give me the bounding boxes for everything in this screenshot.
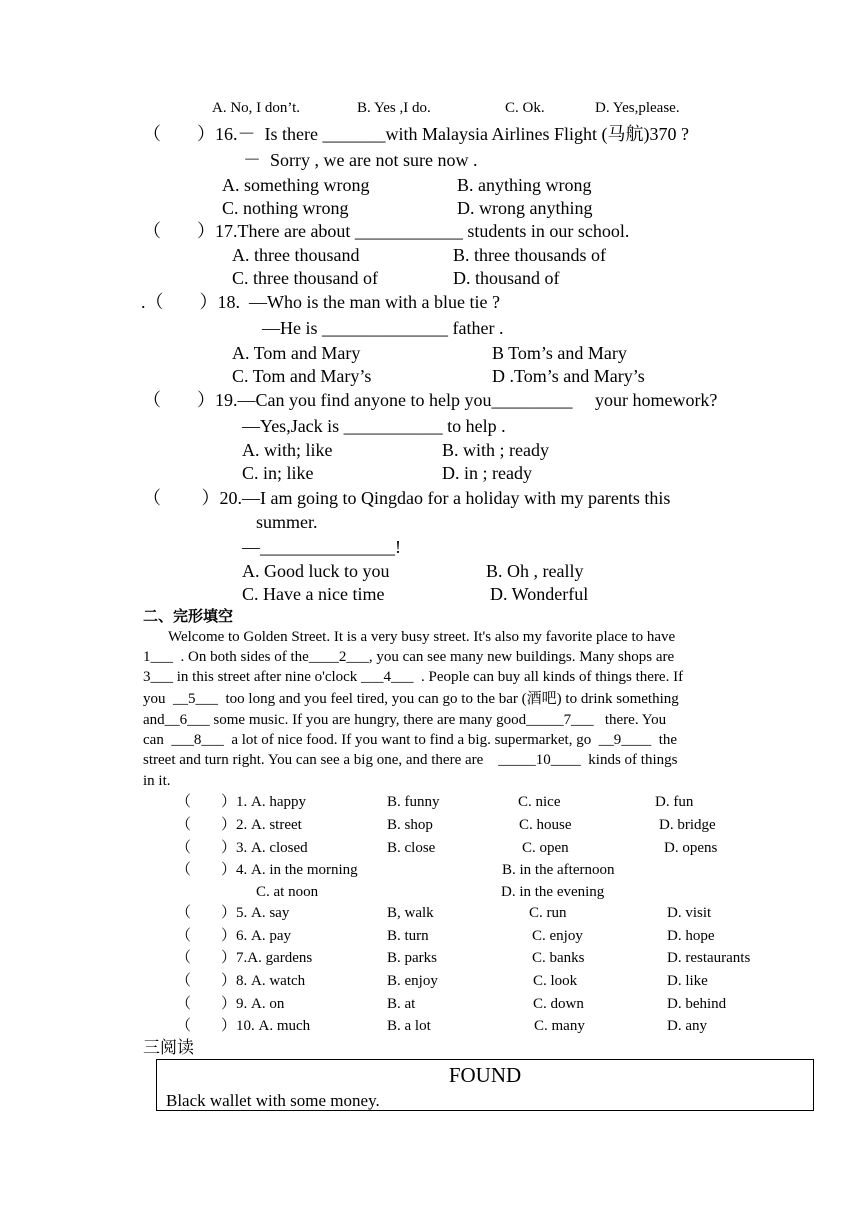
cloze-item-4-d: D. in the evening <box>501 884 605 900</box>
q20-stem: （ ）20.—I am going to Qingdao for a holiday with my parents this <box>143 488 671 508</box>
cloze-item-10-c: C. many <box>534 1018 585 1034</box>
cloze-item-1-b: B. funny <box>387 794 440 810</box>
cloze-item-1-d: D. fun <box>655 794 694 810</box>
q16-option-b: B. anything wrong <box>457 175 592 195</box>
cloze-item-10-d: D. any <box>667 1018 707 1034</box>
passage-line-2: 1___ . On both sides of the____2___, you can see many new buildings. Many shops are <box>143 649 675 665</box>
cloze-item-2-c: C. house <box>519 817 572 833</box>
q17-option-b: B. three thousands of <box>453 245 606 265</box>
passage-line-3: 3___ in this street after nine o'clock ___4___ . People can buy all kinds of things there. If <box>143 669 684 685</box>
cloze-item-8-b: B. enjoy <box>387 973 438 989</box>
cloze-item-7-b: B. parks <box>387 950 437 966</box>
q20-option-d: D. Wonderful <box>490 584 589 604</box>
cloze-item-9-b: B. at <box>387 996 416 1012</box>
cloze-item-6-c: C. enjoy <box>532 928 583 944</box>
cloze-item-2-d: D. bridge <box>659 817 716 833</box>
q20-option-c: C. Have a nice time <box>242 584 385 604</box>
passage-line-1: Welcome to Golden Street. It is a very busy street. It's also my favorite place to have <box>168 629 676 645</box>
found-notice-box <box>156 1059 814 1111</box>
cloze-item-7: （ ）7.A. gardens <box>176 950 313 966</box>
cloze-item-9-c: C. down <box>533 996 584 1012</box>
q17-stem: （ ）17.There are about ____________ students in our school. <box>143 221 630 241</box>
cloze-item-1: （ ）1. A. happy <box>176 794 306 810</box>
q20-reply: —_______________! <box>242 537 401 557</box>
section3-heading: 三阅读 <box>143 1038 194 1058</box>
q17-option-a: A. three thousand <box>232 245 360 265</box>
passage-line-7: street and turn right. You can see a big one, and there are _____10____ kinds of things <box>143 752 678 768</box>
cloze-item-8-d: D. like <box>667 973 708 989</box>
cloze-item-8-c: C. look <box>533 973 578 989</box>
q20-option-a: A. Good luck to you <box>242 561 390 581</box>
q18-option-b: B Tom’s and Mary <box>492 343 627 363</box>
q20-option-b: B. Oh , really <box>486 561 584 581</box>
cloze-item-4-b: B. in the afternoon <box>502 862 615 878</box>
q15-option-b: B. Yes ,I do. <box>357 100 431 116</box>
q19-option-b: B. with ; ready <box>442 440 549 460</box>
q18-option-a: A. Tom and Mary <box>232 343 361 363</box>
cloze-item-3: （ ）3. A. closed <box>176 840 308 856</box>
cloze-item-7-d: D. restaurants <box>667 950 751 966</box>
cloze-item-10-b: B. a lot <box>387 1018 431 1034</box>
q16-reply: － Sorry , we are not sure now . <box>243 150 478 170</box>
cloze-item-5: （ ）5. A. say <box>176 905 290 921</box>
passage-line-6: can ___8___ a lot of nice food. If you want to find a big. supermarket, go __9____ the <box>143 732 678 748</box>
cloze-item-6-b: B. turn <box>387 928 429 944</box>
q19-option-c: C. in; like <box>242 463 314 483</box>
found-notice-text: Black wallet with some money. <box>166 1091 380 1110</box>
cloze-item-2-b: B. shop <box>387 817 433 833</box>
cloze-item-5-c: C. run <box>529 905 567 921</box>
passage-line-8: in it. <box>143 773 171 789</box>
q18-stem: .（ ）18. —Who is the man with a blue tie ? <box>141 292 500 312</box>
passage-line-5: and__6___ some music. If you are hungry, there are many good_____7___ there. You <box>143 712 667 728</box>
cloze-item-3-b: B. close <box>387 840 436 856</box>
cloze-item-8: （ ）8. A. watch <box>176 973 306 989</box>
q16-stem: （ ）16.－ Is there _______with Malaysia Airlines Flight (马航)370 ? <box>143 124 689 144</box>
cloze-item-9: （ ）9. A. on <box>176 996 285 1012</box>
cloze-item-3-c: C. open <box>522 840 569 856</box>
q15-option-d: D. Yes,please. <box>595 100 680 116</box>
q16-option-a: A. something wrong <box>222 175 370 195</box>
q18-option-d: D .Tom’s and Mary’s <box>492 366 645 386</box>
cloze-item-4-c: C. at noon <box>256 884 319 900</box>
passage-line-4: you __5___ too long and you feel tired, you can go to the bar (酒吧) to drink something <box>143 691 679 707</box>
cloze-item-6: （ ）6. A. pay <box>176 928 291 944</box>
cloze-item-10: （ ）10. A. much <box>176 1018 311 1034</box>
q20-stem-continued: summer. <box>256 512 318 532</box>
q15-option-a: A. No, I don’t. <box>212 100 301 116</box>
cloze-item-4: （ ）4. A. in the morning <box>176 862 358 878</box>
cloze-item-9-d: D. behind <box>667 996 727 1012</box>
q17-option-d: D. thousand of <box>453 268 560 288</box>
cloze-item-2: （ ）2. A. street <box>176 817 302 833</box>
q19-reply: —Yes,Jack is ___________ to help . <box>242 416 506 436</box>
section2-heading: 二、完形填空 <box>143 607 234 625</box>
cloze-item-1-c: C. nice <box>518 794 561 810</box>
cloze-item-5-b: B, walk <box>387 905 434 921</box>
q15-option-c: C. Ok. <box>505 100 545 116</box>
q19-stem: （ ）19.—Can you find anyone to help you_________ your homework? <box>143 390 718 410</box>
q18-option-c: C. Tom and Mary’s <box>232 366 372 386</box>
q16-option-c: C. nothing wrong <box>222 198 349 218</box>
cloze-item-5-d: D. visit <box>667 905 712 921</box>
q18-reply: —He is ______________ father . <box>262 318 504 338</box>
q19-option-a: A. with; like <box>242 440 333 460</box>
q17-option-c: C. three thousand of <box>232 268 378 288</box>
found-notice-title: FOUND <box>448 1063 522 1087</box>
cloze-item-7-c: C. banks <box>532 950 585 966</box>
cloze-item-3-d: D. opens <box>664 840 718 856</box>
q19-option-d: D. in ; ready <box>442 463 532 483</box>
cloze-item-6-d: D. hope <box>667 928 715 944</box>
q16-option-d: D. wrong anything <box>457 198 593 218</box>
